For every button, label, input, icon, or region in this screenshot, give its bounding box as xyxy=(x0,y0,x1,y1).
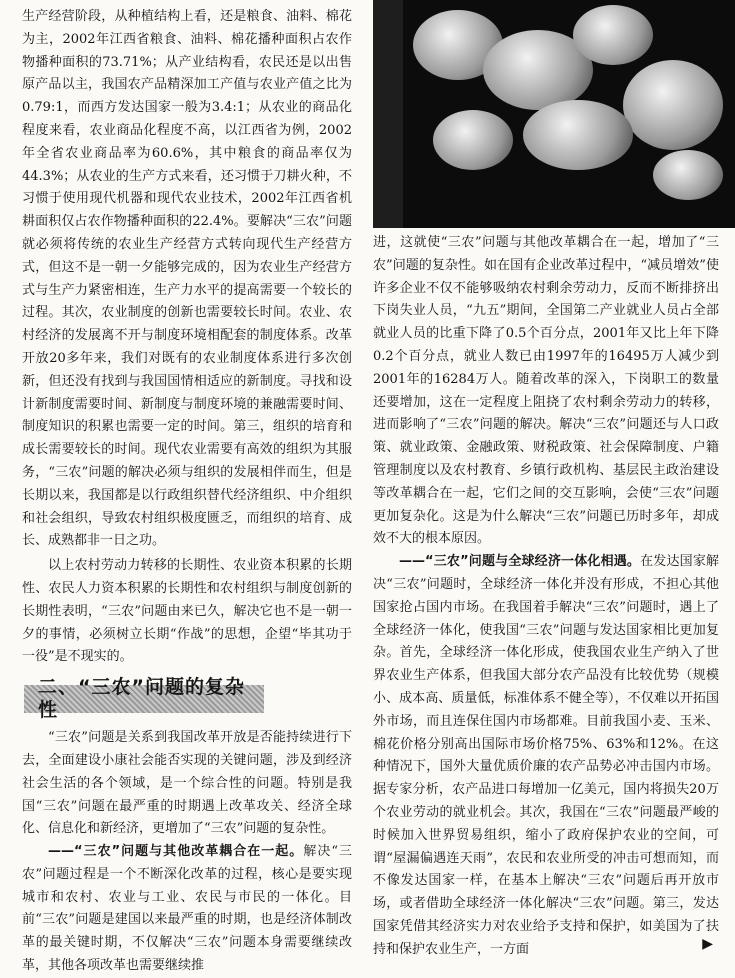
paragraph-globalization xyxy=(373,551,719,961)
subheading-reform-coupling: ——“三农”问题与其他改革耦合在一起。 xyxy=(48,844,304,860)
section-heading-text: 二、“三农”问题的复杂性 xyxy=(38,676,245,722)
paragraph-reform-coupling xyxy=(22,841,352,978)
right-column xyxy=(373,232,719,962)
photo-shadow xyxy=(373,0,403,228)
left-column xyxy=(22,6,352,978)
paragraph-globalization-text: 在发达国家解决“三农”问题时，全球经济一体化并没有形成，不担心其他国家抢占国内市场。在我国着手解决“三农”问题时，遇上了全球经济一体化，使我国“三农”问题与发达国家相比更加复杂。首先，全球经济一体化形成，使我国农业生产纳入了世界农业生产体系，但我国大部分农产品没有比较优势（规模小、成本高、质量低，标准体系不健全等），不仅难以开拓国外市场，而且连保住国内市场都难。目前我国小麦、玉米、棉花价格分别高出国际市场价格75%、63%和12%。在这种情况下，国外大量优质价廉的农产品势必冲击国内市场。据专家分析，农产品进口每增加一亿美元，国内将损失20万个农业劳动的就业机会。其次，我国在“三农”问题最严峻的时候加入世界贸易组织，缩小了政府保护农业的空间，可谓“屋漏偏遇连天雨”，农民和农业所受的冲击可想而知，而不像发达国家一样，在基本上解决“三农”问题后再开放市场，或者借助全球经济一体化解决“三农”问题。第三，发达国家凭借其经济实力对农业给予支持和保护，如美国为了扶持和保护农业生产，一方面 xyxy=(373,554,719,957)
subheading-globalization: ——“三农”问题与全球经济一体化相遇。 xyxy=(399,554,641,570)
paragraph-reform-coupling-text: 解决“三农”问题过程是一个不断深化改革的过程，核心是要实现城市和农村、农业与工业、农民与市民的一体化。目前“三农”问题是建国以来最严重的时期，也是经济体制改革的最关键时期，不仅解决“三农”问题本身需要继续改革，其他各项改革也需要继续推 xyxy=(22,844,352,974)
photo-animal xyxy=(653,150,723,200)
photo-animal xyxy=(623,60,723,150)
paragraph-complexity-intro: “三农”问题是关系到我国改革开放是否能持续进行下去，全面建设小康社会能否实现的关键问题，涉及到经济社会生活的各个领域，是一个综合性的问题。特别是我国“三农”问题在最严重的时期遇上改革攻关、经济全球化、信息化和新经济，更增加了“三农”问题的复杂性。 xyxy=(22,730,352,837)
photo-animal xyxy=(573,5,653,65)
section-heading xyxy=(24,676,264,722)
photo-animal xyxy=(523,100,633,170)
paragraph-reform-coupling-continued: 进，这就使“三农”问题与其他改革耦合在一起，增加了“三农”问题的复杂性。如在国有企业改革过程中，“减员增效”使许多企业不仅不能够吸纳农村剩余劳动力，反而不断排挤出下岗失业人员，“九五”期间，全国第二产业就业人员占全部就业人员的比重下降了0.5个百分点，2001年又比上年下降0.2个百分点，就业人数已由1997年的16495万人减少到2001年的16284万人。随着改革的深入，下岗职工的数量还要增加，这在一定程度上阻挠了农村剩余劳动力的转移，进而影响了“三农”问题的解决。解决“三农”问题还与人口政策、就业政策、金融政策、财税政策、社会保障制度、户籍管理制度以及农村教育、乡镇行政机构、基层民主政治建设等改革耦合在一起，它们之间的交互影响，会使“三农”问题更加复杂化。这是为什么解决“三农”问题已历时多年，却成效不大的根本原因。 xyxy=(373,235,719,547)
photo-animal xyxy=(433,110,513,170)
continue-arrow-icon: ▶ xyxy=(702,936,713,952)
photo-livestock xyxy=(373,0,735,228)
paragraph-long-term-conclusion: 以上农村劳动力转移的长期性、农业资本积累的长期性、农民人力资本积累的长期性和农村组织与制度创新的长期性表明，“三农”问题由来已久，解决它也不是一朝一夕的事情，必须树立长期“作战”的思想，企望“毕其功于一役”是不现实的。 xyxy=(22,558,352,665)
paragraph-production-stage: 生产经营阶段，从种植结构上看，还是粮食、油料、棉花为主，2002年江西省粮食、油料、棉花播种面积占农作物播种面积的73.71%；从产业结构看，农民还是以出售原产品以主，我国农产品精深加工产值与农业产值之比为0.79:1，而西方发达国家一般为3.4:1；从农业的商品化程度来看，农业商品化程度不高，以江西省为例，2002年全省农业商品率为60.6%，其中粮食的商品率仅为44.3%；从农业的生产方式来看，还习惯于刀耕火种，不习惯于使用现代机器和现代农业技术，2002年江西省机耕面积仅占农作物播种面积的22.4%。要解决“三农”问题就必须将传统的农业生产经营方式转向现代生产经营方式，但这不是一朝一夕能够完成的，因为农业生产经营方式与生产力紧密相连，生产力水平的提高需要一个较长的过程。其次，农业制度的创新也需要较长时间。农业、农村经济的发展离不开与制度环境相配套的制度体系。改革开放20多年来，我们对既有的农业制度体系进行多次创新，但还没有找到与我国国情相适应的新制度。寻找和设计新制度需要时间、新制度与制度环境的兼融需要时间、制度知识的积累也需要一定的时间。第三，组织的培育和成长需要较长的时间。现代农业需要有高效的组织为其服务，“三农”问题的解决必须与组织的发展相伴而生，但是长期以来，我国都是以行政组织替代经济组织、中介组织和社会组织，导致农村组织极度匮乏，而组织的培育、成长、成熟都非一日之功。 xyxy=(22,9,352,549)
